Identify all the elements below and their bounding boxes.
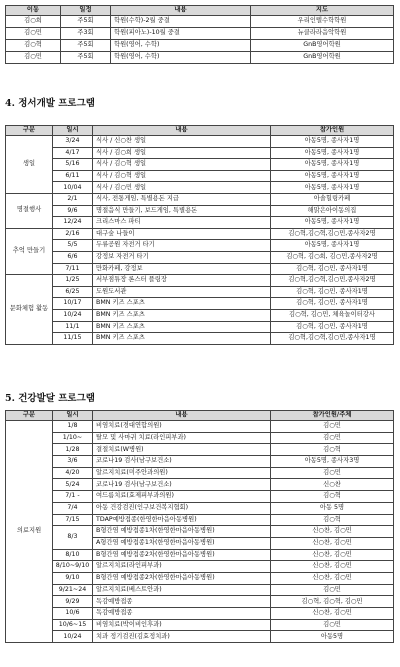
column-header: 지도 <box>251 6 394 16</box>
table-cell: 김○혁 <box>271 491 394 503</box>
table-row <box>6 572 394 584</box>
table-cell: 김○민 <box>271 421 394 433</box>
table-cell: 1/10~ <box>53 432 93 444</box>
table-cell: B형간염 예방접종2차(한영한마음아동병원) <box>93 572 271 584</box>
group-label: 생일 <box>6 136 53 194</box>
table-row <box>6 321 394 333</box>
table-cell: 식사, 전통게임, 특별용돈 지급 <box>93 193 271 205</box>
table-cell: 5/24 <box>53 479 93 491</box>
column-header: 내용 <box>93 126 271 136</box>
column-header: 구분 <box>6 411 53 421</box>
table-row <box>6 52 394 64</box>
table-row <box>6 275 394 287</box>
table-cell: 탈모 및 사마귀 치료(라인피부과) <box>93 432 271 444</box>
table-cell: 명절음식 만들기, 보드게임, 특별용돈 <box>93 205 271 217</box>
table-cell: 김○혁 <box>6 40 61 52</box>
table-cell: 김○민 <box>271 467 394 479</box>
table-row <box>6 549 394 561</box>
table-cell: 아동 5명 <box>271 502 394 514</box>
table-row <box>6 193 394 205</box>
table-cell: 신○찬, 김○민 <box>271 561 394 573</box>
table-cell: 아동5명, 종사자1명 <box>271 240 394 252</box>
table-row <box>6 263 394 275</box>
table-row <box>6 596 394 608</box>
table-cell: 6/25 <box>53 286 93 298</box>
table-row <box>6 28 394 40</box>
academy-table <box>5 5 394 64</box>
column-header: 일시 <box>53 411 93 421</box>
table-cell: 김○혁, 김○민, 종사자1명 <box>271 298 394 310</box>
table-cell: 2/16 <box>53 228 93 240</box>
table-cell: 2/1 <box>53 193 93 205</box>
table-cell: B형간염 예방접종2차(한영한마음아동병원) <box>93 549 271 561</box>
table-cell: 1/8 <box>53 421 93 433</box>
table-cell: 대구숲 나들이 <box>93 228 271 240</box>
table-cell: 3/24 <box>53 136 93 148</box>
table-cell: 10/04 <box>53 182 93 194</box>
column-header: 내용 <box>93 411 271 421</box>
table-cell: 학원(영어, 수학) <box>111 52 251 64</box>
column-header: 참가인원/주체 <box>271 411 394 421</box>
table-row <box>6 182 394 194</box>
table-cell: 도원도서관 <box>93 286 271 298</box>
table-row <box>6 467 394 479</box>
table-cell: 4/17 <box>53 147 93 159</box>
table-cell: 아동5명 <box>271 631 394 643</box>
table-cell: 11/15 <box>53 333 93 345</box>
table-cell: 8/10~9/10 <box>53 561 93 573</box>
table-cell: TDAP예방접종(한영한마음아동병원) <box>93 514 271 526</box>
table-cell: 12/24 <box>53 217 93 229</box>
table-cell: 9/29 <box>53 596 93 608</box>
table-cell: BMN 키즈 스포츠 <box>93 309 271 321</box>
table-row <box>6 170 394 182</box>
table-cell: 김○혁 <box>271 444 394 456</box>
health-table-body <box>6 421 394 643</box>
table-cell: 7/15 <box>53 514 93 526</box>
table-cell: 만화카페, 강정보 <box>93 263 271 275</box>
table-cell: 우리인텔수학학원 <box>251 16 394 28</box>
column-header: 일정 <box>61 6 111 16</box>
table-cell: 신○찬, 김○민 <box>271 572 394 584</box>
table-row <box>6 136 394 148</box>
table-row <box>6 40 394 52</box>
table-row <box>6 298 394 310</box>
table-row <box>6 147 394 159</box>
table-cell: BMN 키즈 스포츠 <box>93 333 271 345</box>
table-cell: 아동5명, 종사자3명 <box>271 456 394 468</box>
table-cell: 김○혁 <box>271 514 394 526</box>
table-cell: 독감예방접종 <box>93 608 271 620</box>
table-cell: 7/1 - <box>53 491 93 503</box>
column-header: 내용 <box>111 6 251 16</box>
table-cell: 10/6~15 <box>53 619 93 631</box>
table-cell: 김○민 <box>271 584 394 596</box>
table-cell: BMN 키즈 스포츠 <box>93 298 271 310</box>
table-cell: 7/11 <box>53 263 93 275</box>
table-cell: 5/5 <box>53 240 93 252</box>
table-row <box>6 584 394 596</box>
table-cell: 학원(영어, 수학) <box>111 40 251 52</box>
table-cell: 식사 / 신○찬 생일 <box>93 136 271 148</box>
table-cell: 김○민 <box>6 52 61 64</box>
table-cell: 결절치료(W병원) <box>93 444 271 456</box>
table-cell: 알르지치료(미주안과의원) <box>93 467 271 479</box>
table-cell: 아동5명, 종사자1명 <box>271 136 394 148</box>
table-cell: 신○찬, 김○민 <box>271 526 394 538</box>
emotional-table-header <box>6 126 394 136</box>
table-row <box>6 217 394 229</box>
table-cell: 김○민 <box>271 432 394 444</box>
table-cell: B형간염 예방접종1차(한영한마음아동병원) <box>93 526 271 538</box>
section5-title: 5. 건강발달 프로그램 <box>5 393 95 404</box>
table-cell: 9/6 <box>53 205 93 217</box>
academy-table-header <box>6 6 394 16</box>
table-row <box>6 309 394 321</box>
table-cell: 11/1 <box>53 321 93 333</box>
table-cell: A형간염 예방접종1차(한영한마음아동병원) <box>93 537 271 549</box>
section4-title: 4. 정서개발 프로그램 <box>5 98 95 109</box>
table-row <box>6 514 394 526</box>
table-cell: 비염치료(경대연합의원) <box>93 421 271 433</box>
table-row <box>6 491 394 503</box>
emotional-program-table <box>5 125 394 345</box>
table-cell: 아동5명, 종사자1명 <box>271 217 394 229</box>
table-cell: 김○민 <box>271 619 394 631</box>
table-cell: 여드름치료(효제피부과의원) <box>93 491 271 503</box>
table-cell: 김○희 <box>6 16 61 28</box>
table-cell: 식사 / 김○혁 생일 <box>93 170 271 182</box>
academy-table-body <box>6 16 394 64</box>
table-cell: 주3회 <box>61 28 111 40</box>
table-cell: 식사 / 김○희 생일 <box>93 147 271 159</box>
table-cell: 6/6 <box>53 251 93 263</box>
emotional-table-body <box>6 136 394 345</box>
table-cell: 서부점튜장 론스터 플링장 <box>93 275 271 287</box>
table-cell: 아솔힐링카페 <box>271 193 394 205</box>
table-cell: 4/20 <box>53 467 93 479</box>
table-cell: 6/11 <box>53 170 93 182</box>
table-cell: 8/3 <box>53 526 93 549</box>
table-cell: 식사 / 김○민 생일 <box>93 182 271 194</box>
table-cell: 해맑은아이동의집 <box>271 205 394 217</box>
table-row <box>6 251 394 263</box>
table-cell: 10/6 <box>53 608 93 620</box>
table-cell: 신○찬, 김○민 <box>271 549 394 561</box>
table-row <box>6 561 394 573</box>
table-cell: 9/21~24 <box>53 584 93 596</box>
table-row <box>6 526 394 538</box>
table-row <box>6 619 394 631</box>
table-row <box>6 432 394 444</box>
table-cell: 신○찬 <box>271 479 394 491</box>
table-row <box>6 205 394 217</box>
column-header: 이동 <box>6 6 61 16</box>
table-cell: 코로나19 검사(남구보건소) <box>93 456 271 468</box>
table-cell: 1/25 <box>53 275 93 287</box>
table-cell: 김○민 <box>6 28 61 40</box>
table-row <box>6 240 394 252</box>
group-label: 의료지원 <box>6 421 53 643</box>
table-cell: 김○혁, 김○희, 김○민,종사자2명 <box>271 251 394 263</box>
table-cell: 김○혁, 김○민, 체육놀이터강사 <box>271 309 394 321</box>
table-row <box>6 286 394 298</box>
table-row <box>6 502 394 514</box>
table-cell: 아동5명, 종사자1명 <box>271 159 394 171</box>
table-row <box>6 631 394 643</box>
table-cell: 주5회 <box>61 40 111 52</box>
table-cell: 5/16 <box>53 159 93 171</box>
table-row <box>6 479 394 491</box>
table-cell: 학원(피아노)-10월 중결 <box>111 28 251 40</box>
table-cell: 비염치료(박이비인후과) <box>93 619 271 631</box>
table-cell: 알르지치료(베스트안과) <box>93 584 271 596</box>
table-cell: 식사 / 김○혁 생일 <box>93 159 271 171</box>
health-program-table <box>5 410 394 643</box>
table-cell: 김○혁, 김○민, 종사자1명 <box>271 321 394 333</box>
table-row <box>6 16 394 28</box>
group-label: 명절행사 <box>6 193 53 228</box>
table-cell: 치과 정기검진(김효정치과) <box>93 631 271 643</box>
health-table-header <box>6 411 394 421</box>
table-cell: 알르지치료(라인피부과) <box>93 561 271 573</box>
table-cell: 9/10 <box>53 572 93 584</box>
table-cell: 강정보 자전거 타기 <box>93 251 271 263</box>
table-cell: 7/4 <box>53 502 93 514</box>
column-header: 구분 <box>6 126 53 136</box>
table-cell: 아동5명, 종사자1명 <box>271 182 394 194</box>
table-cell: BMN 키즈 스포츠 <box>93 321 271 333</box>
table-cell: 김○혁, 김○민, 종사자1명 <box>271 286 394 298</box>
table-cell: 김○혁,김○혁,김○민,종사자2명 <box>271 275 394 287</box>
table-cell: 학원(수학)-2월 중결 <box>111 16 251 28</box>
table-cell: 주5회 <box>61 52 111 64</box>
table-row <box>6 228 394 240</box>
table-row <box>6 608 394 620</box>
table-cell: 8/10 <box>53 549 93 561</box>
column-header: 일시 <box>53 126 93 136</box>
table-cell: 3/6 <box>53 456 93 468</box>
table-row <box>6 159 394 171</box>
table-cell: 신○찬, 김○민 <box>271 537 394 549</box>
table-cell: GnB영어학원 <box>251 40 394 52</box>
table-cell: 아동 건강검진(인구보건복지협회) <box>93 502 271 514</box>
table-cell: 김○혁,김○혁,김○민,종사자2명 <box>271 228 394 240</box>
table-cell: 크리스마스 파티 <box>93 217 271 229</box>
table-cell: 아동5명, 종사자1명 <box>271 170 394 182</box>
table-row <box>6 421 394 433</box>
table-cell: 1/28 <box>53 444 93 456</box>
table-cell: 코로나19 검사(남구보건소) <box>93 479 271 491</box>
table-cell: 주5회 <box>61 16 111 28</box>
table-cell: 독감예방접종 <box>93 596 271 608</box>
table-cell: 10/24 <box>53 631 93 643</box>
table-row <box>6 456 394 468</box>
table-cell: 아동5명, 종사자1명 <box>271 147 394 159</box>
column-header: 참가인원 <box>271 126 394 136</box>
table-cell: 김○혁, 김○민, 종사자1명 <box>271 263 394 275</box>
group-label: 문화체험 활동 <box>6 275 53 345</box>
table-cell: 뉴클라라음악학원 <box>251 28 394 40</box>
table-cell: 김○혁,김○혁,김○민,종사자1명 <box>271 333 394 345</box>
table-cell: GnB영어학원 <box>251 52 394 64</box>
table-cell: 10/24 <box>53 309 93 321</box>
table-cell: 두류공원 자전거 타기 <box>93 240 271 252</box>
group-label: 추억 만들기 <box>6 228 53 274</box>
table-cell: 김○혁, 김○혁, 김○민 <box>271 596 394 608</box>
table-row <box>6 444 394 456</box>
table-cell: 신○찬, 김○민 <box>271 608 394 620</box>
table-row <box>6 333 394 345</box>
table-cell: 10/17 <box>53 298 93 310</box>
